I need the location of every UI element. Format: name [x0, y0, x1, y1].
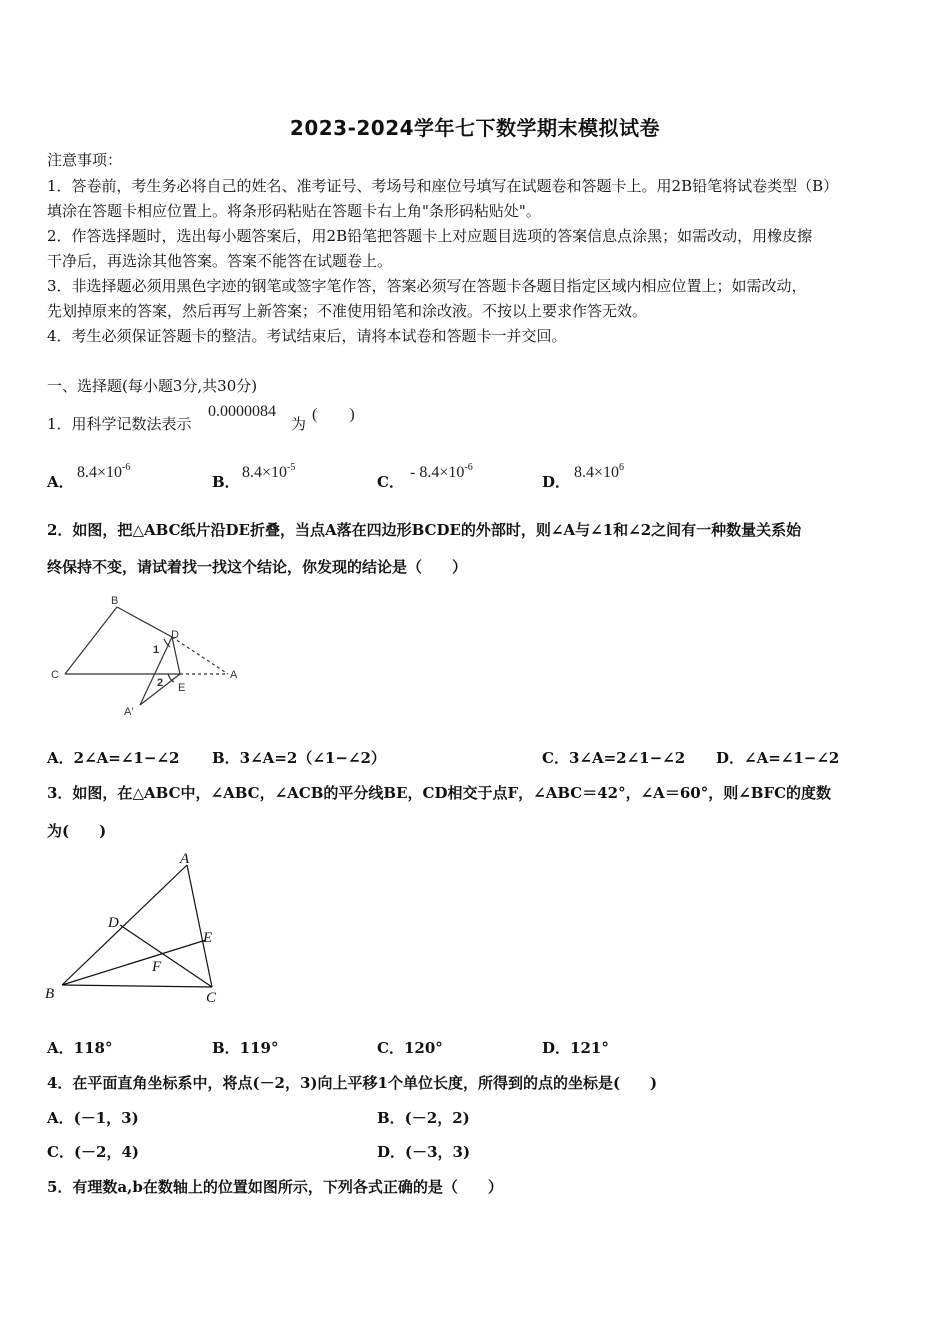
q5-stem: 5．有理数a,b在数轴上的位置如图所示，下列各式正确的是（ ）	[47, 1178, 503, 1196]
segment-da-dashed	[172, 637, 228, 674]
exam-title: 2023-2024学年七下数学期末模拟试卷	[289, 116, 661, 140]
notice-line: 3．非选择题必须用黑色字迹的钢笔或签字笔作答，答案必须写在答题卡各题目指定区域内相应位置上；如需改动，	[47, 277, 807, 295]
q1-option-value: - $8.4\times 10^{-6}$	[410, 462, 473, 481]
q3-option: D．121°	[542, 1039, 609, 1057]
notice-line: 先划掉原来的答案，然后再写上新答案；不准使用铅笔和涂改液。不按以上要求作答无效。	[47, 302, 648, 320]
notice-line: 2．作答选择题时，选出每小题答案后，用2B铅笔把答题卡上对应题目选项的答案信息点涂黑；如需改动，用橡皮擦	[47, 227, 813, 245]
label-d: D	[108, 915, 119, 931]
q1-option-value: $8.4\times 10^6$	[574, 462, 625, 481]
q2-option: C．3∠A=2∠1−∠2	[542, 749, 686, 767]
segment-bc	[62, 985, 212, 987]
segment-ac	[187, 865, 212, 987]
q4-option: A．(－1，3)	[47, 1109, 139, 1127]
q1-option-label: B．	[212, 473, 240, 491]
q4-option: B．(－2，2)	[377, 1109, 470, 1127]
q1-option-value: $8.4\times 10^{-5}$	[242, 462, 296, 481]
q1-paren: ( )	[312, 406, 355, 423]
segment-cb	[65, 607, 117, 674]
notice-heading: 注意事项：	[47, 151, 123, 169]
label-e: E	[178, 682, 186, 694]
q2-option: A．2∠A=∠1−∠2	[47, 749, 180, 767]
q3-option: A．118°	[47, 1039, 113, 1057]
label-c: C	[206, 990, 217, 1006]
section-heading: 一、选择题(每小题3分,共30分)	[47, 377, 258, 395]
segment-bd	[117, 607, 172, 637]
q1-option-label: C．	[377, 473, 404, 491]
label-b: B	[111, 595, 119, 607]
label-a-prime: A'	[124, 706, 134, 718]
q1-number: 0.0000084	[208, 403, 276, 420]
q3-option: C．120°	[377, 1039, 443, 1057]
segment-ba	[62, 865, 187, 985]
q3-option: B．119°	[212, 1039, 279, 1057]
q3-stem-line2: 为( )	[47, 822, 107, 840]
q4-option: D．(－3，3)	[377, 1143, 471, 1161]
q3-triangle-figure	[40, 845, 240, 1010]
label-b: B	[45, 986, 55, 1002]
q1-stem: 1．用科学记数法表示	[47, 415, 192, 433]
q2-stem-line2: 终保持不变，请试着找一找这个结论，你发现的结论是（ ）	[47, 558, 468, 576]
label-d: D	[171, 629, 179, 641]
label-c: C	[51, 669, 59, 681]
q3-stem-line1: 3．如图，在△ABC中，∠ABC，∠ACB的平分线BE，CD相交于点F，∠ABC＝42°，∠A＝60°，则∠BFC的度数	[47, 784, 832, 802]
label-e: E	[203, 930, 213, 946]
label-angle-1: 1	[153, 644, 160, 656]
q1-option-label: A．	[47, 473, 74, 491]
notice-line: 干净后，再选涂其他答案。答案不能答在试题卷上。	[47, 252, 393, 270]
label-angle-2: 2	[157, 677, 164, 689]
q1-option-label: D．	[542, 473, 571, 491]
segment-de	[172, 637, 180, 674]
segment-cd	[120, 925, 212, 987]
label-a: A	[180, 851, 190, 867]
label-f: F	[152, 959, 162, 975]
q2-fold-figure	[40, 590, 250, 725]
notice-line: 1．答卷前，考生务必将自己的姓名、准考证号、考场号和座位号填写在试题卷和答题卡上。用2B铅笔将试卷类型（B）	[47, 177, 839, 195]
q2-option: B．3∠A=2（∠1−∠2）	[212, 749, 386, 767]
segment-be	[62, 940, 206, 985]
q4-stem: 4．在平面直角坐标系中，将点(－2，3)向上平移1个单位长度，所得到的点的坐标是( )	[47, 1074, 658, 1092]
q1-tail: 为	[291, 415, 307, 433]
label-a: A	[230, 669, 238, 681]
notice-line: 填涂在答题卡相应位置上。将条形码粘贴在答题卡右上角"条形码粘贴处"。	[47, 202, 541, 220]
q4-option: C．(－2，4)	[47, 1143, 140, 1161]
q1-option-value: $8.4\times 10^{-6}$	[77, 462, 131, 481]
q2-option: D．∠A=∠1−∠2	[716, 749, 840, 767]
notice-line: 4．考生必须保证答题卡的整洁。考试结束后，请将本试卷和答题卡一并交回。	[47, 327, 567, 345]
q2-stem-line1: 2．如图，把△ABC纸片沿DE折叠，当点A落在四边形BCDE的外部时，则∠A与∠1和∠2之间有一种数量关系始	[47, 521, 802, 539]
